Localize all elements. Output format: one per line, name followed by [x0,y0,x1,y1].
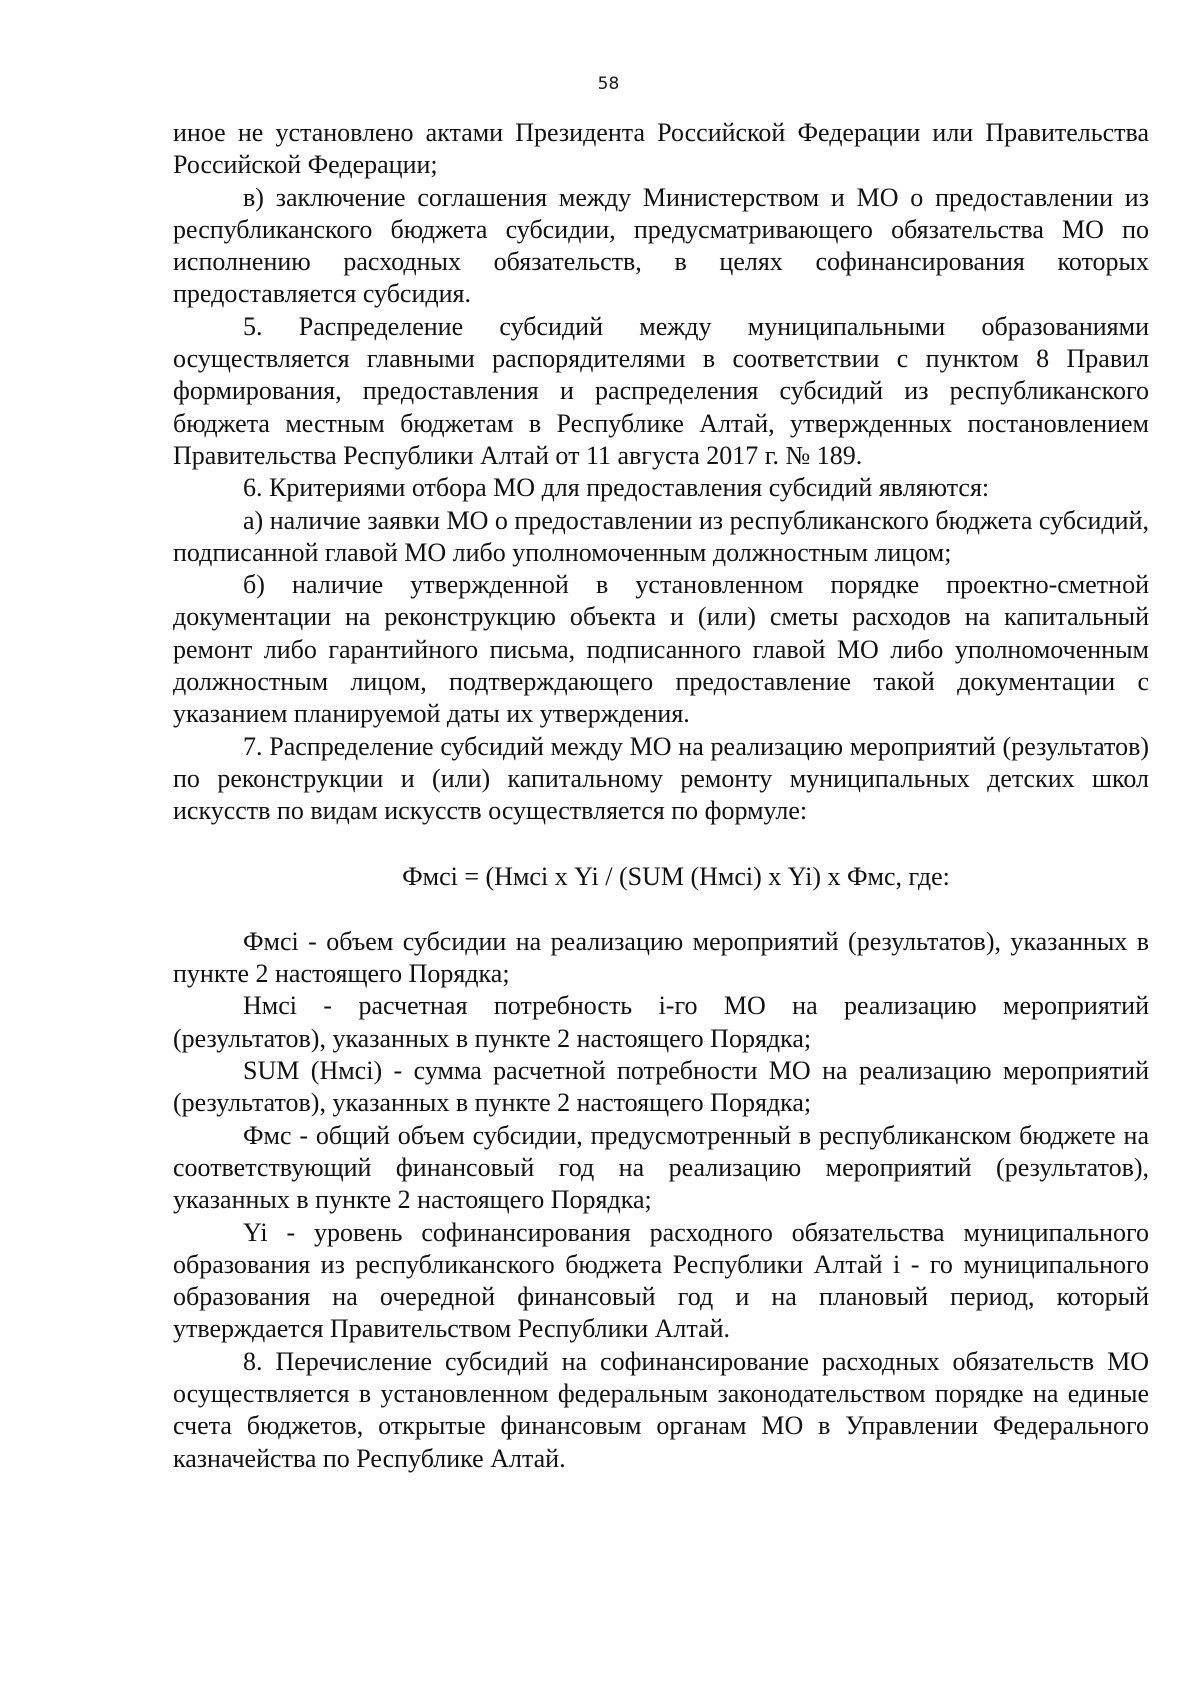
paragraph-6a: а) наличие заявки МО о предоставлении из республиканского бюджета субсидий, подписанной главой МО либо уполномоченным должностным лицом; [173,505,1149,567]
document-body [173,117,1149,1475]
page-number: 58 [597,74,620,94]
paragraph-continuation: иное не установлено актами Президента Российской Федерации или Правительства Российской Федерации; [173,118,1149,180]
paragraph-7: 7. Распределение субсидий между МО на реализацию мероприятий (результатов) по реконструкции и (или) капитальному ремонту муниципальных детских школ искусств по видам искусств осуществляется по формуле: [173,731,1149,826]
definition-sum-nmsi: SUM (Нмсi) - сумма расчетной потребности МО на реализацию мероприятий (результатов), указанных в пункте 2 настоящего Порядка; [173,1056,1149,1118]
definition-yi: Yi - уровень софинансирования расходного обязательства муниципального образования из республиканского бюджета Республики Алтай i - го муниципального образования на очередной финансовый год и на плановый период, который утверждается Правительством Республики Алтай. [173,1217,1149,1344]
definition-fmsi: Фмсi - объем субсидии на реализацию мероприятий (результатов), указанных в пункте 2 настоящего Порядка; [173,926,1149,989]
formula: Фмсi = (Нмсi х Yi / (SUM (Нмсi) х Yi) х Фмс, где: [402,861,950,891]
paragraph-5: 5. Распределение субсидий между муниципальными образованиями осуществляется главными распорядителями в соответствии с пунктом 8 Правил формирования, предоставления и распределения субсидий из республиканского бюджета местным бюджетам в Республике Алтай, утвержденных постановлением Правительства Республики Алтай от 11 августа 2017 г. № 189. [173,311,1149,470]
paragraph-item-v: в) заключение соглашения между Министерством и МО о предоставлении из республиканского бюджета субсидии, предусматривающего обязательства МО по исполнению расходных обязательств, в целях софинансирования которых предоставляется субсидия. [173,182,1149,309]
paragraph-6b: б) наличие утвержденной в установленном порядке проектно-сметной документации на реконструкцию объекта и (или) сметы расходов на капитальный ремонт либо гарантийного письма, подписанного главой МО либо уполномоченным должностным лицом, подтверждающего предоставление такой документации с указанием планируемой даты их утверждения. [173,570,1149,729]
definition-nmsi: Нмсi - расчетная потребность i-го МО на реализацию мероприятий (результатов), указанных в пункте 2 настоящего Порядка; [173,991,1149,1053]
paragraph-6: 6. Критериями отбора МО для предоставления субсидий являются: [243,473,990,503]
definition-fms: Фмс - общий объем субсидии, предусмотренный в республиканском бюджете на соответствующий финансовый год на реализацию мероприятий (результатов), указанных в пункте 2 настоящего Порядка; [173,1120,1149,1215]
paragraph-8: 8. Перечисление субсидий на софинансирование расходных обязательств МО осуществляется в установленном федеральным законодательством порядке на единые счета бюджетов, открытые финансовым органам МО в Управлении Федерального казначейства по Республике Алтай. [173,1346,1149,1473]
